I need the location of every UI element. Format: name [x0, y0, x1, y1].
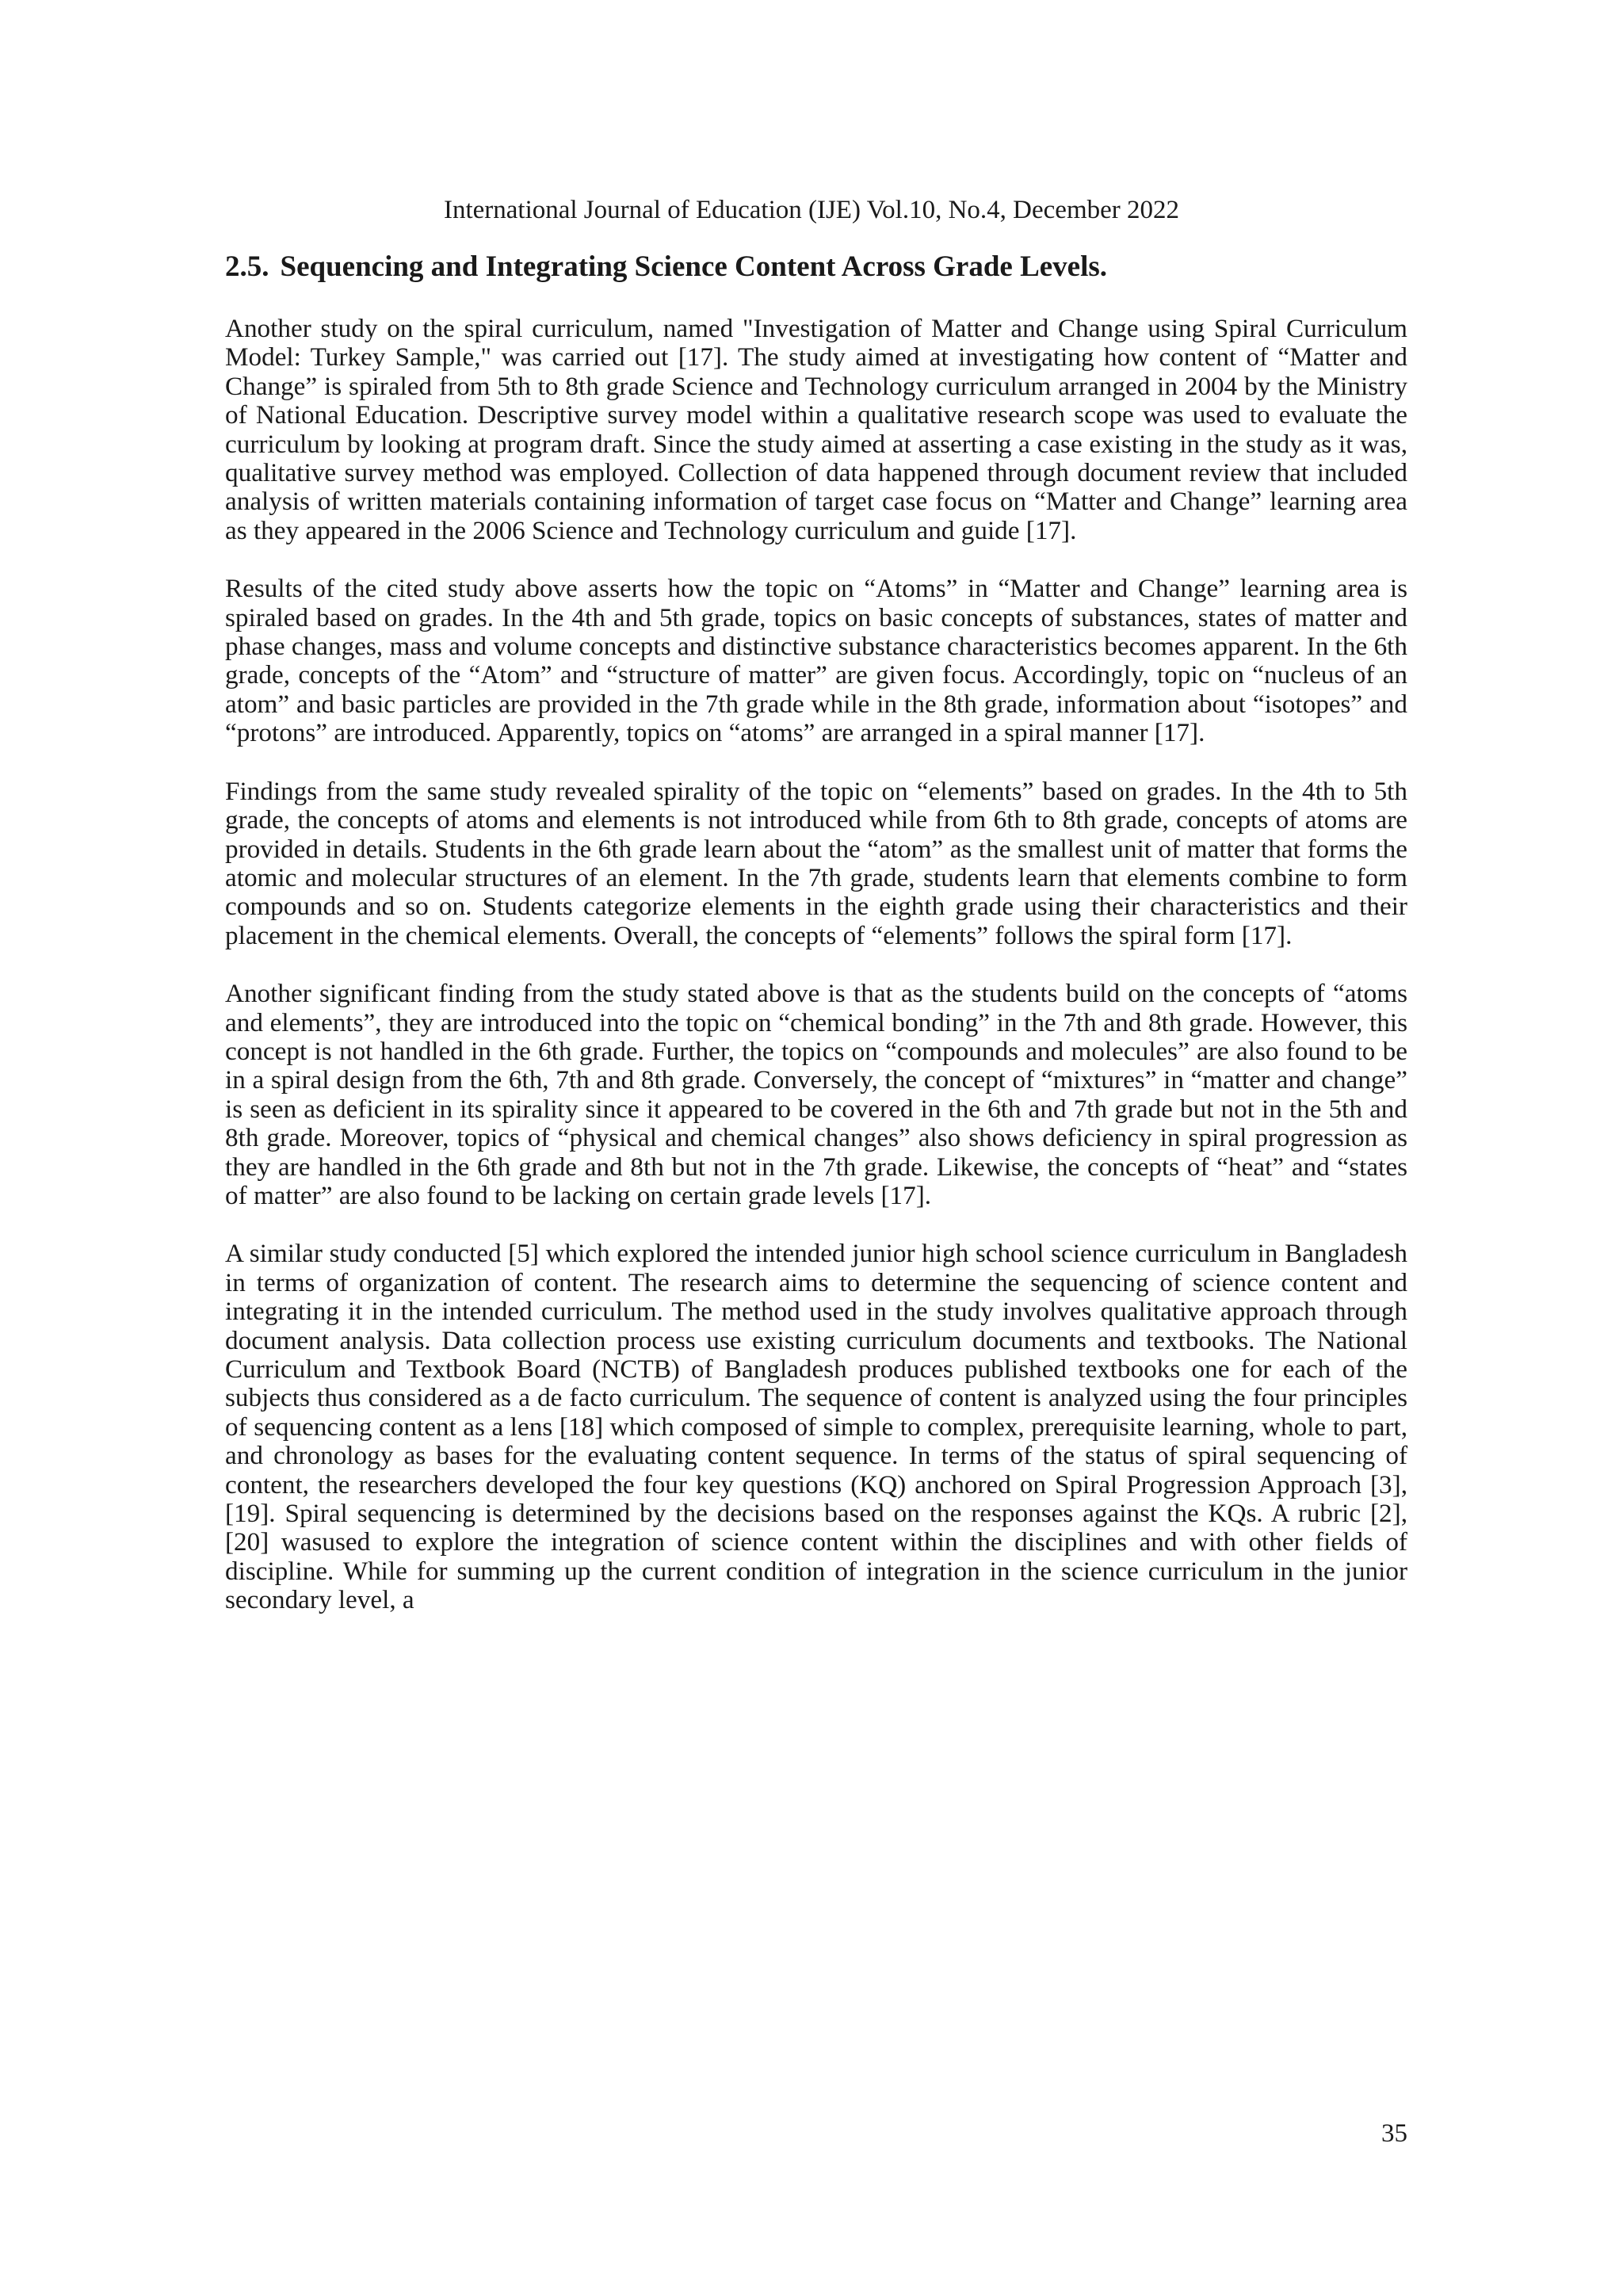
paragraph-2: Results of the cited study above asserts how the topic on “Atoms” in “Matter and Change” learning area is spiraled based on grades. In the 4th and 5th grade, topics on basic concepts of substances, states of matter and phase changes, mass and volume concepts and distinctive substance characteristics becomes apparent. In the 6th grade, concepts of the “Atom” and “structure of matter” are given focus. Accordingly, topic on “nucleus of an atom” and basic particles are provided in the 7th grade while in the 8th grade, information about “isotopes” and “protons” are introduced. Apparently, topics on “atoms” are arranged in a spiral manner [17].	[225, 574, 1407, 748]
paragraph-5: A similar study conducted [5] which explored the intended junior high school science curriculum in Bangladesh in terms of organization of content. The research aims to determine the sequencing of science content and integrating it in the intended curriculum. The method used in the study involves qualitative approach through document analysis. Data collection process use existing curriculum documents and textbooks. The National Curriculum and Textbook Board (NCTB) of Bangladesh produces published textbooks one for each of the subjects thus considered as a de facto curriculum. The sequence of content is analyzed using the four principles of sequencing content as a lens [18] which composed of simple to complex, prerequisite learning, whole to part, and chronology as bases for the evaluating content sequence. In terms of the status of spiral sequencing of content, the researchers developed the four key questions (KQ) anchored on Spiral Progression Approach [3], [19]. Spiral sequencing is determined by the decisions based on the responses against the KQs. A rubric [2], [20] wasused to explore the integration of science content within the disciplines and with other fields of discipline. While for summing up the current condition of integration in the science curriculum in the junior secondary level, a	[225, 1239, 1407, 1615]
running-header: International Journal of Education (IJE) Vol.10, No.4, December 2022	[443, 196, 1180, 224]
paragraph-4: Another significant finding from the study stated above is that as the students build on the concepts of “atoms and elements”, they are introduced into the topic on “chemical bonding” in the 7th and 8th grade. However, this concept is not handled in the 6th grade. Further, the topics on “compounds and molecules” are also found to be in a spiral design from the 6th, 7th and 8th grade. Conversely, the concept of “mixtures” in “matter and change” is seen as deficient in its spirality since it appeared to be covered in the 6th and 7th grade but not in the 5th and 8th grade. Moreover, topics of “physical and chemical changes” also shows deficiency in spiral progression as they are handled in the 6th grade and 8th but not in the 7th grade. Likewise, the concepts of “heat” and “states of matter” are also found to be lacking on certain grade levels [17].	[225, 979, 1407, 1210]
page-number: 35	[1381, 2119, 1407, 2148]
paragraph-3: Findings from the same study revealed spirality of the topic on “elements” based on grades. In the 4th to 5th grade, the concepts of atoms and elements is not introduced while from 6th to 8th grade, concepts of atoms are provided in details. Students in the 6th grade learn about the “atom” as the smallest unit of matter that forms the atomic and molecular structures of an element. In the 7th grade, students learn that elements combine to form compounds and so on. Students categorize elements in the eighth grade using their characteristics and their placement in the chemical elements. Overall, the concepts of “elements” follows the spiral form [17].	[225, 776, 1407, 950]
article-body	[225, 250, 1407, 1645]
paragraph-1: Another study on the spiral curriculum, named "Investigation of Matter and Change using Spiral Curriculum Model: Turkey Sample," was carried out [17]. The study aimed at investigating how content of “Matter and Change” is spiraled from 5th to 8th grade Science and Technology curriculum arranged in 2004 by the Ministry of National Education. Descriptive survey model within a qualitative research scope was used to evaluate the curriculum by looking at program draft. Since the study aimed at asserting a case existing in the study as it was, qualitative survey method was employed. Collection of data happened through document review that included analysis of written materials containing information of target case focus on “Matter and Change” learning area as they appeared in the 2006 Science and Technology curriculum and guide [17].	[225, 314, 1407, 545]
section-number: 2.5.	[225, 250, 269, 283]
section-heading	[225, 250, 1407, 285]
section-title: Sequencing and Integrating Science Content Across Grade Levels.	[280, 250, 1108, 283]
